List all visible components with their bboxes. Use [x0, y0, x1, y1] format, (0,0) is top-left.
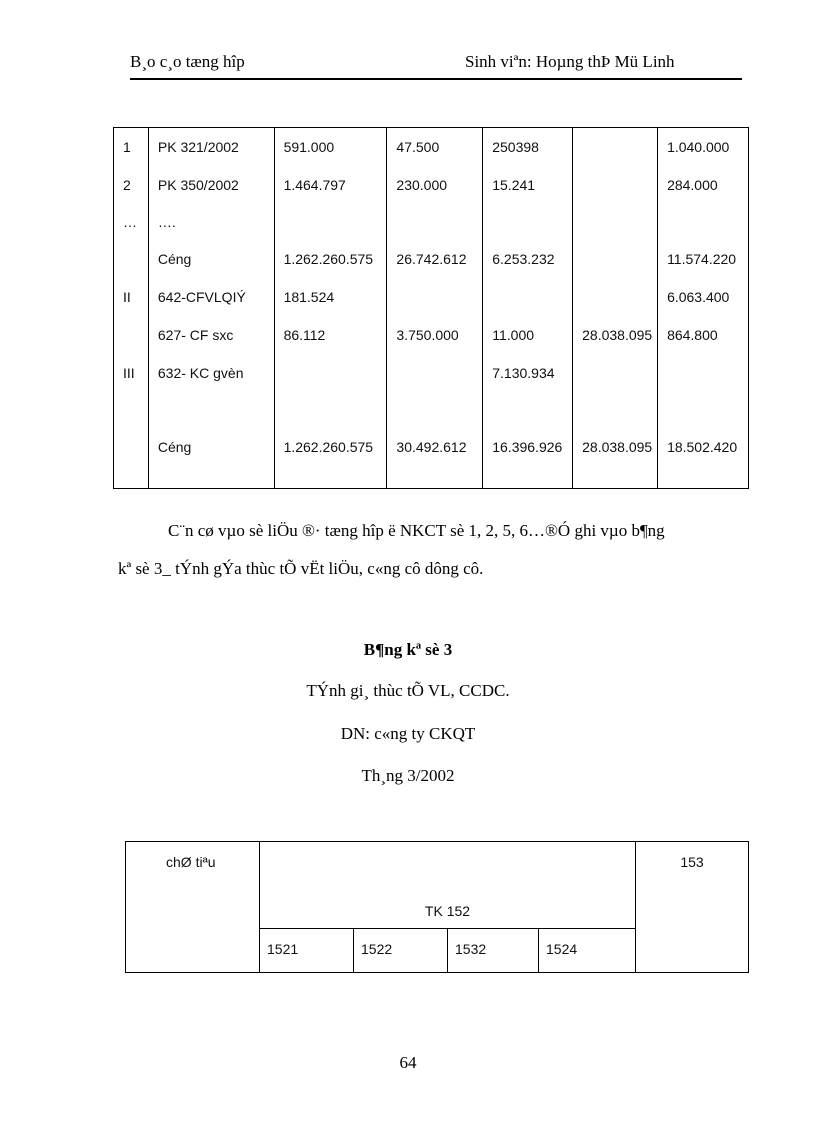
ledger-cell: 28.038.095	[573, 428, 658, 466]
ledger-row	[114, 428, 749, 466]
ledger-cell: 11.574.220	[658, 240, 749, 278]
ledger-cell	[658, 204, 749, 240]
sub-account-1524: 1524	[539, 929, 636, 973]
ledger-cell: 1	[114, 128, 149, 167]
company-line: DN: c«ng ty CKQT	[340, 724, 476, 743]
ledger-cell	[658, 354, 749, 392]
ledger-cell	[114, 466, 149, 489]
ledger-cell	[148, 466, 274, 489]
month-line: Th¸ng 3/2002	[361, 766, 455, 785]
ledger-row	[114, 354, 749, 392]
ledger-cell	[573, 392, 658, 428]
page-header	[130, 52, 742, 80]
indicator-header: chØ tiªu	[126, 842, 260, 973]
ledger-cell	[274, 392, 387, 428]
sub-account-1522: 1522	[354, 929, 448, 973]
ledger-cell: 11.000	[483, 316, 573, 354]
ledger-cell: …	[114, 204, 149, 240]
ledger-cell: 864.800	[658, 316, 749, 354]
summary-table	[125, 841, 749, 973]
ledger-cell: 18.502.420	[658, 428, 749, 466]
ledger-cell	[658, 392, 749, 428]
page-number: 64	[399, 1053, 417, 1072]
ledger-cell: 30.492.612	[387, 428, 483, 466]
ledger-table-body	[114, 128, 749, 489]
ledger-cell	[274, 204, 387, 240]
ledger-cell	[483, 278, 573, 316]
ledger-cell: III	[114, 354, 149, 392]
ledger-cell: 632- KC gvèn	[148, 354, 274, 392]
ledger-cell	[114, 392, 149, 428]
ledger-cell	[114, 240, 149, 278]
ledger-cell	[114, 316, 149, 354]
ledger-row	[114, 392, 749, 428]
ledger-cell	[387, 278, 483, 316]
section-title: B¶ng kª sè 3	[363, 640, 453, 659]
ledger-cell: ….	[148, 204, 274, 240]
ledger-cell	[387, 466, 483, 489]
ledger-cell: 7.130.934	[483, 354, 573, 392]
ledger-cell	[148, 392, 274, 428]
ledger-cell: 1.262.260.575	[274, 428, 387, 466]
ledger-table	[113, 127, 749, 489]
ledger-cell	[114, 428, 149, 466]
ledger-cell: PK 350/2002	[148, 166, 274, 204]
ledger-cell	[483, 466, 573, 489]
ledger-cell: 28.038.095	[573, 316, 658, 354]
sub-account-1532: 1532	[448, 929, 539, 973]
ledger-row-end	[114, 466, 749, 489]
tk153-header: 153	[636, 842, 749, 973]
ledger-cell	[573, 278, 658, 316]
paragraph-line-1: C¨n cø vµo sè liÖu ®· tæng hîp ë NKCT sè 1, 2, 5, 6…®Ó ghi vµo b¶ng	[168, 521, 665, 540]
ledger-cell	[658, 466, 749, 489]
ledger-cell	[573, 354, 658, 392]
ledger-cell: 3.750.000	[387, 316, 483, 354]
ledger-row	[114, 240, 749, 278]
ledger-cell	[387, 204, 483, 240]
ledger-row	[114, 204, 749, 240]
ledger-cell: 2	[114, 166, 149, 204]
ledger-cell: II	[114, 278, 149, 316]
ledger-cell	[387, 392, 483, 428]
ledger-cell	[573, 240, 658, 278]
ledger-cell: 230.000	[387, 166, 483, 204]
ledger-cell: Céng	[148, 428, 274, 466]
paragraph-line-2: kª sè 3_ tÝnh gÝa thùc tÕ vËt liÖu, c«ng cô dông cô.	[118, 559, 484, 578]
ledger-cell: 6.253.232	[483, 240, 573, 278]
tk152-header: TK 152	[260, 842, 636, 929]
sub-account-1521: 1521	[260, 929, 354, 973]
ledger-cell: 1.262.260.575	[274, 240, 387, 278]
ledger-cell	[274, 354, 387, 392]
ledger-cell: 181.524	[274, 278, 387, 316]
ledger-cell: 1.464.797	[274, 166, 387, 204]
section-subtitle: TÝnh gi¸ thùc tÕ VL, CCDC.	[306, 681, 510, 700]
ledger-row	[114, 128, 749, 167]
ledger-cell	[573, 466, 658, 489]
ledger-cell	[483, 204, 573, 240]
ledger-row	[114, 278, 749, 316]
ledger-cell: 284.000	[658, 166, 749, 204]
ledger-cell: 250398	[483, 128, 573, 167]
ledger-cell	[573, 204, 658, 240]
ledger-row	[114, 316, 749, 354]
student-name: Sinh viªn: Hoµng thÞ Mü Linh	[465, 52, 675, 71]
ledger-cell: 6.063.400	[658, 278, 749, 316]
ledger-cell	[483, 392, 573, 428]
ledger-cell: 642-CFVLQIÝ	[148, 278, 274, 316]
ledger-cell: 627- CF sxc	[148, 316, 274, 354]
ledger-cell: Céng	[148, 240, 274, 278]
body-paragraph	[118, 512, 748, 588]
ledger-cell	[573, 128, 658, 167]
ledger-cell: 86.112	[274, 316, 387, 354]
report-title: B¸o c¸o tæng hîp	[130, 52, 245, 71]
ledger-cell: 16.396.926	[483, 428, 573, 466]
ledger-cell	[274, 466, 387, 489]
ledger-cell: 591.000	[274, 128, 387, 167]
ledger-cell: 47.500	[387, 128, 483, 167]
ledger-row	[114, 166, 749, 204]
ledger-cell: 26.742.612	[387, 240, 483, 278]
ledger-cell: 1.040.000	[658, 128, 749, 167]
ledger-cell: 15.241	[483, 166, 573, 204]
ledger-cell: PK 321/2002	[148, 128, 274, 167]
ledger-cell	[573, 166, 658, 204]
ledger-cell	[387, 354, 483, 392]
